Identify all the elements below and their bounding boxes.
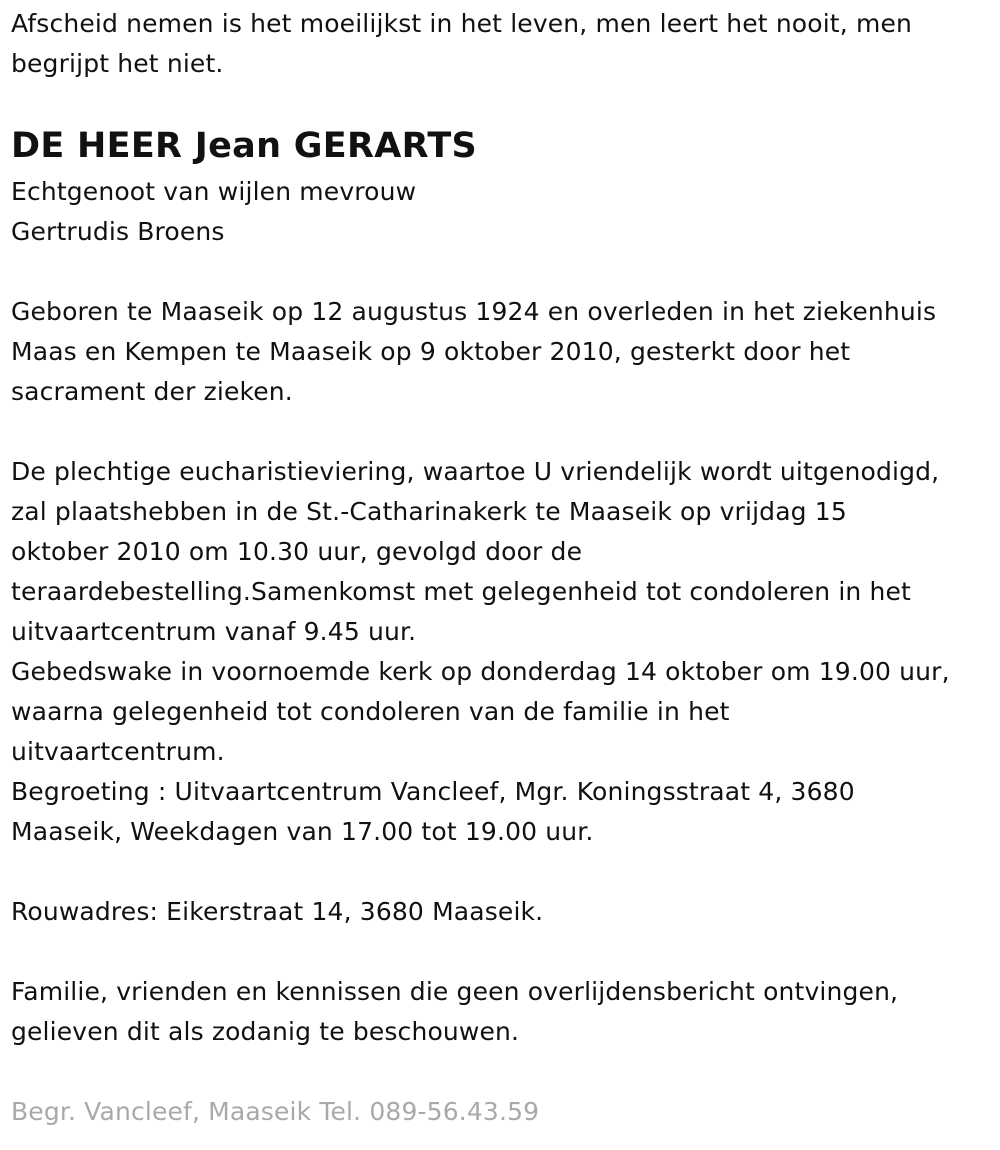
funeral-home-footer: Begr. Vancleef, Maaseik Tel. 089-56.43.59 [11,1097,540,1126]
spouse-line: Gertrudis Broens [11,217,225,246]
mourning-address: Rouwadres: Eikerstraat 14, 3680 Maaseik. [11,897,544,926]
paragraph-line: zal plaatshebben in de St.-Catharinakerk te Maaseik op vrijdag 15 [11,497,847,526]
quote-line: begrijpt het niet. [11,49,224,78]
paragraph-line: De plechtige eucharistieviering, waartoe U vriendelijk wordt uitgenodigd, [11,457,940,486]
paragraph-line: waarna gelegenheid tot condoleren van de familie in het [11,697,730,726]
deceased-name: DE HEER Jean GERARTS [11,126,478,166]
paragraph-line: uitvaartcentrum. [11,737,225,766]
paragraph-line: Geboren te Maaseik op 12 augustus 1924 en overleden in het ziekenhuis [11,297,937,326]
quote-line: Afscheid nemen is het moeilijkst in het leven, men leert het nooit, men [11,9,912,38]
paragraph-line: gelieven dit als zodanig te beschouwen. [11,1017,520,1046]
paragraph-line: Gebedswake in voornoemde kerk op donderdag 14 oktober om 19.00 uur, [11,657,950,686]
paragraph-line: uitvaartcentrum vanaf 9.45 uur. [11,617,417,646]
paragraph-line: oktober 2010 om 10.30 uur, gevolgd door de [11,537,583,566]
paragraph-line: Familie, vrienden en kennissen die geen overlijdensbericht ontvingen, [11,977,899,1006]
paragraph-line: teraardebestelling.Samenkomst met gelegenheid tot condoleren in het [11,577,912,606]
paragraph-line: Begroeting : Uitvaartcentrum Vancleef, Mgr. Koningsstraat 4, 3680 [11,777,855,806]
paragraph-line: sacrament der zieken. [11,377,293,406]
paragraph-line: Maas en Kempen te Maaseik op 9 oktober 2010, gesterkt door het [11,337,851,366]
spouse-line: Echtgenoot van wijlen mevrouw [11,177,417,206]
paragraph-line: Maaseik, Weekdagen van 17.00 tot 19.00 uur. [11,817,594,846]
